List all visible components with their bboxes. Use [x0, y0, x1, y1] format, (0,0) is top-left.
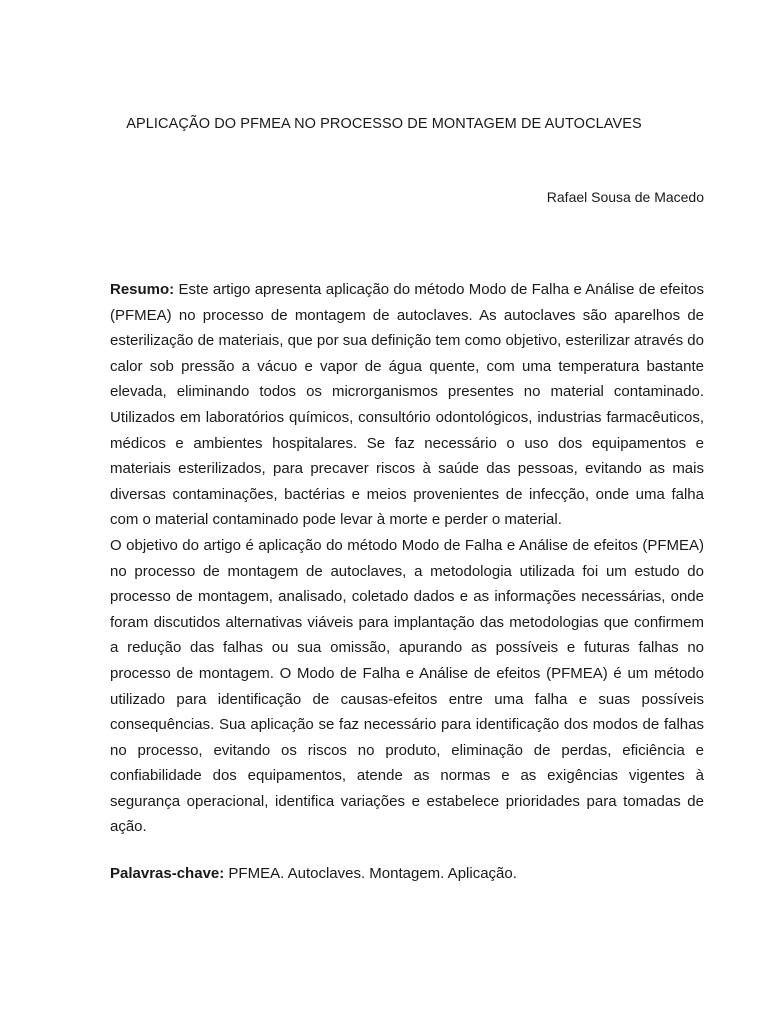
abstract-label: Resumo:: [110, 281, 175, 298]
abstract-text-2: O objetivo do artigo é aplicação do método Modo de Falha e Análise de efeitos (PFMEA) no processo de montagem de autoclaves, a metodologia utilizada foi um estudo do processo de montagem, analisado, coletado dados e as informações necessárias, onde foram discutidos alternativas viáveis para implantação das metodologias que confirmem a redução das falhas ou sua omissão, apurando as possíveis e futuras falhas no processo de montagem. O Modo de Falha e Análise de efeitos (PFMEA) é um método utilizado para identificação de causas-efeitos entre uma falha e suas possíveis consequências. Sua aplicação se faz necessário para identificação dos modos de falhas no processo, evitando os riscos no produto, eliminação de perdas, eficiência e confiabilidade dos equipamentos, atende as normas e as exigências vigentes à segurança operacional, identifica variações e estabelece prioridades para tomadas de ação.: [110, 536, 704, 836]
abstract-text-1: Este artigo apresenta aplicação do método Modo de Falha e Análise de efeitos (PFMEA) no processo de montagem de autoclaves. As autoclaves são aparelhos de esterilização de materiais, que por sua definição tem como objetivo, esterilizar através do calor sob pressão a vácuo e vapor de água quente, com uma temperatura bastante elevada, eliminando todos os microrganismos presentes no material contaminado. Utilizados em laboratórios químicos, consultório odontológicos, industrias farmacêuticos, médicos e ambientes hospitalares. Se faz necessário o uso dos equipamentos e materiais esterilizados, para precaver riscos à saúde das pessoas, evitando as mais diversas contaminações, bactérias e meios provenientes de infecção, onde uma falha com o material contaminado pode levar à morte e perder o material.: [110, 281, 704, 529]
keywords-text: PFMEA. Autoclaves. Montagem. Aplicação.: [228, 865, 517, 882]
abstract-paragraph-2: [110, 533, 704, 840]
author-name: Rafael Sousa de Macedo: [546, 189, 704, 205]
abstract-section: [110, 277, 704, 840]
keywords-label: Palavras-chave:: [110, 865, 225, 882]
paper-title: APLICAÇÃO DO PFMEA NO PROCESSO DE MONTAGEM DE AUTOCLAVES: [126, 116, 642, 132]
abstract-paragraph-1: [110, 277, 704, 533]
keywords-section: [110, 864, 704, 884]
